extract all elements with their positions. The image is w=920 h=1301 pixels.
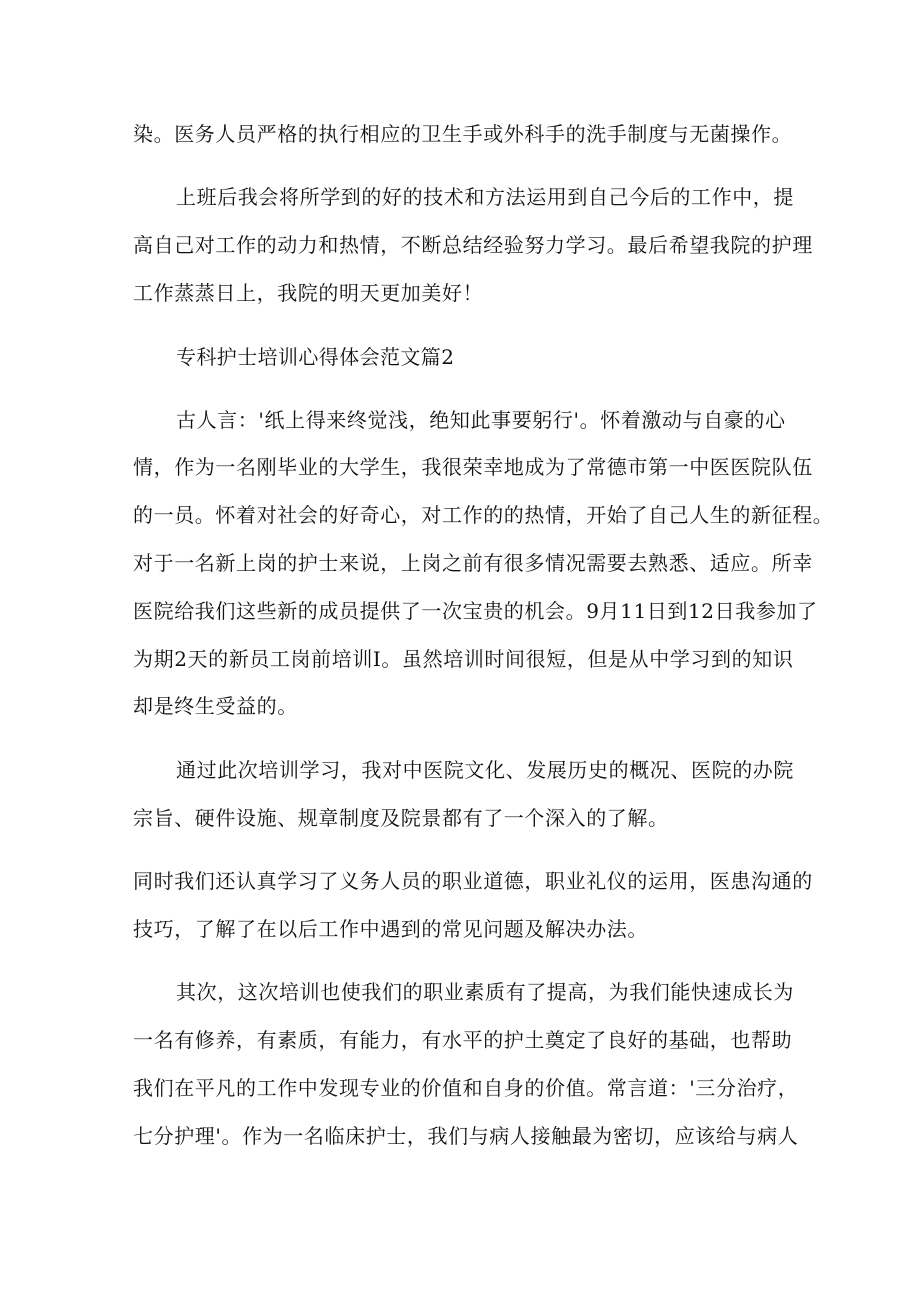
paragraph-1-line-1: 上班后我会将所学到的好的技术和方法运用到自己今后的工作中，提 bbox=[176, 185, 794, 209]
paragraph-2-line-1: 古人言：'纸上得来终觉浅，绝知此事要躬行'。怀着激动与自豪的心 bbox=[176, 408, 786, 432]
paragraph-4-line-1: 同时我们还认真学习了义务人员的职业道德，职业礼仪的运用，医患沟通的 bbox=[133, 869, 813, 893]
text-line-1: 染。医务人员严格的执行相应的卫生手或外科手的洗手制度与无菌操作。 bbox=[133, 122, 793, 146]
paragraph-2-line-2: 情，作为一名刚毕业的大学生，我很荣幸地成为了常德市第一中医医院队伍 bbox=[133, 455, 813, 479]
paragraph-5-line-3: 我们在平凡的工作中发现专业的价值和自身的价值。常言道：'三分治疗， bbox=[133, 1076, 799, 1100]
paragraph-2-line-6: 为期2天的新员工岗前培训I。虽然培训时间很短，但是从中学习到的知识 bbox=[133, 647, 794, 671]
paragraph-3-line-1: 通过此次培训学习，我对中医院文化、发展历史的概况、医院的办院 bbox=[176, 758, 794, 782]
paragraph-2-line-4: 对于一名新上岗的护士来说，上岗之前有很多情况需要去熟悉、适应。所幸 bbox=[133, 551, 813, 575]
paragraph-1-line-3: 工作蒸蒸日上，我院的明天更加美好！ bbox=[133, 281, 484, 305]
paragraph-5-line-1: 其次，这次培训也使我们的职业素质有了提高，为我们能快速成长为 bbox=[176, 980, 794, 1004]
paragraph-5-line-4: 七分护理'。作为一名临床护士，我们与病人接触最为密切，应该给与病人 bbox=[133, 1124, 799, 1148]
paragraph-2-line-3: 的一员。怀着对社会的好奇心，对工作的的热情，开始了自己人生的新征程。 bbox=[133, 503, 834, 527]
section-heading: 专科护士培训心得体会范文篇2 bbox=[176, 345, 455, 369]
paragraph-5-line-2: 一名有修养，有素质，有能力，有水平的护土奠定了良好的基础，也帮助 bbox=[133, 1028, 793, 1052]
paragraph-2-line-7: 却是终生受益的。 bbox=[133, 694, 298, 718]
paragraph-4-line-2: 技巧，了解了在以后工作中遇到的常见问题及解决办法。 bbox=[133, 917, 648, 941]
paragraph-1-line-2: 高自己对工作的动力和热情，不断总结经验努力学习。最后希望我院的护理 bbox=[133, 233, 813, 257]
paragraph-3-line-2: 宗旨、硬件设施、规章制度及院景都有了一个深入的了解。 bbox=[133, 806, 669, 830]
paragraph-2-line-5: 医院给我们这些新的成员提供了一次宝贵的机会。9月11日到12日我参加了 bbox=[133, 599, 818, 623]
